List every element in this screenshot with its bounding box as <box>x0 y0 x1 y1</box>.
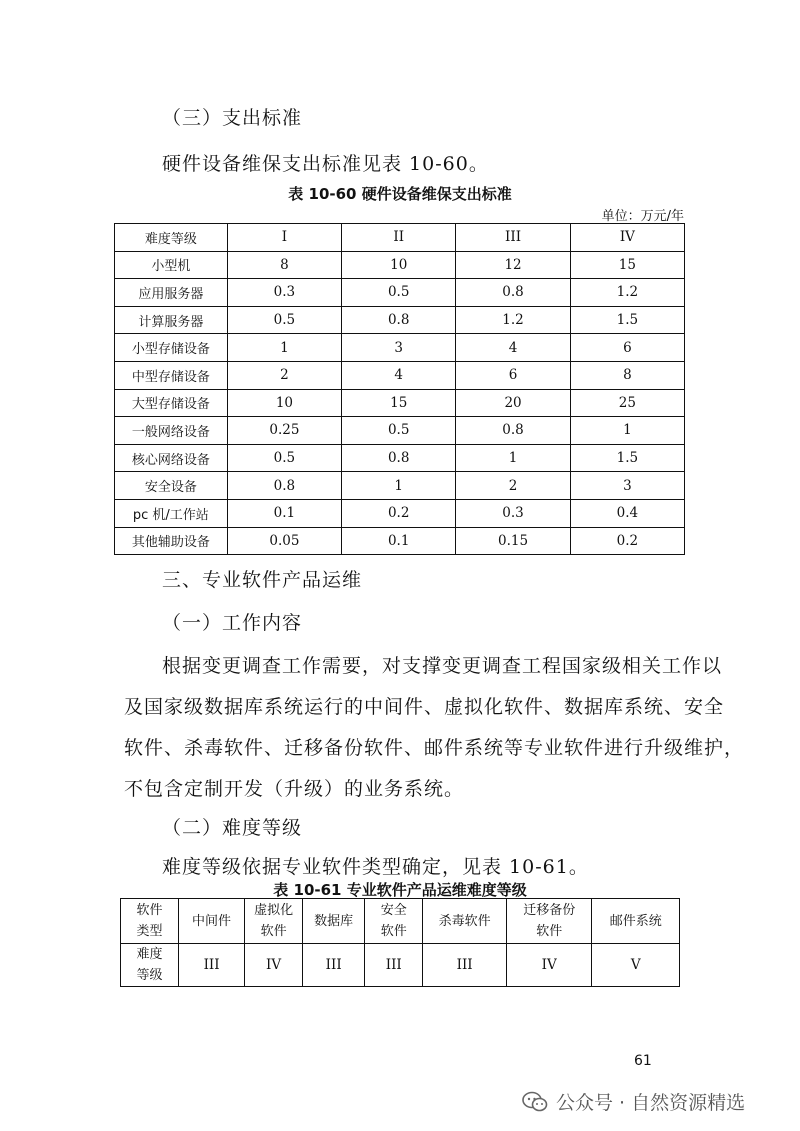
table61-level-cell: V <box>592 944 680 987</box>
table60-cell: 1.5 <box>570 444 684 472</box>
table61-caption: 表 10-61 专业软件产品运维难度等级 <box>273 881 527 899</box>
table60-cell: 0.3 <box>456 499 570 527</box>
difficulty-heading: （二）难度等级 <box>162 817 303 839</box>
work-content-heading: （一）工作内容 <box>162 612 303 634</box>
table61-type-cell <box>423 899 507 944</box>
table60-cell: 0.5 <box>342 417 456 445</box>
table61-cell-text: 类型 <box>136 924 163 939</box>
table60-cell: 0.5 <box>227 306 341 334</box>
work-content-line-3: 软件、杀毒软件、迁移备份软件、邮件系统等专业软件进行升级维护， <box>124 737 745 759</box>
table60-header-row <box>115 224 685 252</box>
table60-cell: 8 <box>570 361 684 389</box>
table60-cell: 核心网络设备 <box>115 444 228 472</box>
table61-cell-text: 软件 <box>536 924 563 939</box>
table60-cell: 难度等级 <box>115 224 228 252</box>
section3-heading: 三、专业软件产品运维 <box>162 569 363 591</box>
table60-cell: 20 <box>456 389 570 417</box>
difficulty-intro: 难度等级依据专业软件类型确定，见表 10-61。 <box>162 856 589 878</box>
table60-cell: 0.5 <box>227 444 341 472</box>
watermark <box>522 1088 745 1115</box>
table61-level-cell: III <box>303 944 365 987</box>
table60-cell: 2 <box>456 472 570 500</box>
table61-type-row <box>121 899 680 944</box>
table61-type-cell <box>245 899 303 944</box>
expense-standard-heading: （三）支出标准 <box>162 107 303 129</box>
table60-cell: 1 <box>570 417 684 445</box>
table60-cell: 4 <box>342 361 456 389</box>
table60-row <box>115 417 685 445</box>
table61-level-cell: IV <box>245 944 303 987</box>
table60-cell: 一般网络设备 <box>115 417 228 445</box>
table61-cell-text: 杀毒软件 <box>438 913 491 929</box>
table60-cell: I <box>227 224 341 252</box>
table60-row <box>115 527 685 555</box>
table60-cell: 6 <box>570 334 684 362</box>
software-difficulty-table <box>120 898 680 987</box>
table60-row <box>115 444 685 472</box>
work-content-line-1: 根据变更调查工作需要，对支撑变更调查工程国家级相关工作以 <box>162 655 723 677</box>
table61-level-row <box>121 944 680 987</box>
table60-cell: III <box>456 224 570 252</box>
table61-cell-text: 难度 <box>136 947 163 962</box>
table60-cell: 0.05 <box>227 527 341 555</box>
table60-row <box>115 251 685 279</box>
wechat-icon <box>522 1091 548 1113</box>
table60-cell: 3 <box>570 472 684 500</box>
table60-cell: 3 <box>342 334 456 362</box>
table61-cell-text: 安全 <box>380 903 407 918</box>
table61-level-cell: IV <box>506 944 592 987</box>
table60-cell: 0.8 <box>342 444 456 472</box>
table60-cell: 0.5 <box>342 279 456 307</box>
table60-cell: 大型存储设备 <box>115 389 228 417</box>
table61-type-cell <box>592 899 680 944</box>
table60-cell: 中型存储设备 <box>115 361 228 389</box>
table61-cell-text: 迁移备份 <box>523 903 576 918</box>
table60-cell: 0.15 <box>456 527 570 555</box>
table60-cell: 25 <box>570 389 684 417</box>
table60-cell: 0.8 <box>456 279 570 307</box>
table60-row <box>115 279 685 307</box>
table60-cell: 应用服务器 <box>115 279 228 307</box>
table60-row <box>115 334 685 362</box>
table60-cell: 1 <box>342 472 456 500</box>
table61-type-cell <box>506 899 592 944</box>
table60-cell: 小型机 <box>115 251 228 279</box>
table60-row <box>115 472 685 500</box>
table61-cell-text: 邮件系统 <box>609 913 662 929</box>
work-content-line-4: 不包含定制开发（升级）的业务系统。 <box>124 778 465 800</box>
table60-cell: 0.25 <box>227 417 341 445</box>
table60-cell: IV <box>570 224 684 252</box>
table60-cell: 15 <box>570 251 684 279</box>
table60-cell: 0.2 <box>570 527 684 555</box>
table60-cell: pc 机/工作站 <box>115 499 228 527</box>
table60-caption: 表 10-60 硬件设备维保支出标准 <box>288 185 512 203</box>
table60-cell: 12 <box>456 251 570 279</box>
table60-unit: 单位：万元/年 <box>601 209 684 224</box>
table61-cell-text: 中间件 <box>192 913 232 929</box>
table60-cell: 0.8 <box>342 306 456 334</box>
table60-cell: 10 <box>227 389 341 417</box>
table61-level-cell: III <box>179 944 245 987</box>
table60-cell: 1 <box>227 334 341 362</box>
work-content-line-2: 及国家级数据库系统运行的中间件、虚拟化软件、数据库系统、安全 <box>124 696 725 718</box>
table60-cell: 0.4 <box>570 499 684 527</box>
table60-cell: 10 <box>342 251 456 279</box>
hardware-maintenance-table <box>114 223 685 555</box>
table61-cell-text: 软件 <box>260 924 287 939</box>
table61-cell-text: 软件 <box>380 924 407 939</box>
table60-cell: 其他辅助设备 <box>115 527 228 555</box>
table61-cell-text: 数据库 <box>314 913 354 929</box>
table60-cell: II <box>342 224 456 252</box>
table61-row-label <box>121 899 179 944</box>
table60-cell: 6 <box>456 361 570 389</box>
table60-cell: 0.3 <box>227 279 341 307</box>
table61-cell-text: 等级 <box>136 968 163 983</box>
watermark-text: 公众号 · 自然资源精选 <box>556 1092 746 1114</box>
page-number: 61 <box>634 1053 652 1069</box>
expense-intro: 硬件设备维保支出标准见表 10-60。 <box>162 153 489 175</box>
table60-row <box>115 306 685 334</box>
table60-cell: 15 <box>342 389 456 417</box>
table60-cell: 计算服务器 <box>115 306 228 334</box>
table60-cell: 4 <box>456 334 570 362</box>
table60-cell: 安全设备 <box>115 472 228 500</box>
table60-cell: 2 <box>227 361 341 389</box>
table60-cell: 1.5 <box>570 306 684 334</box>
table61-level-cell: III <box>365 944 423 987</box>
table60-cell: 8 <box>227 251 341 279</box>
table60-cell: 小型存储设备 <box>115 334 228 362</box>
table61-type-cell <box>303 899 365 944</box>
table60-cell: 0.1 <box>342 527 456 555</box>
table60-cell: 0.1 <box>227 499 341 527</box>
table60-row <box>115 361 685 389</box>
table60-cell: 0.2 <box>342 499 456 527</box>
table60-cell: 0.8 <box>456 417 570 445</box>
table60-row <box>115 499 685 527</box>
table61-type-cell <box>179 899 245 944</box>
table61-cell-text: 虚拟化 <box>254 903 294 918</box>
table61-type-cell <box>365 899 423 944</box>
table60-row <box>115 389 685 417</box>
table60-cell: 1 <box>456 444 570 472</box>
table61-row-label <box>121 944 179 987</box>
table60-cell: 1.2 <box>456 306 570 334</box>
table61-cell-text: 软件 <box>136 903 163 918</box>
table60-cell: 1.2 <box>570 279 684 307</box>
table60-cell: 0.8 <box>227 472 341 500</box>
table61-level-cell: III <box>423 944 507 987</box>
